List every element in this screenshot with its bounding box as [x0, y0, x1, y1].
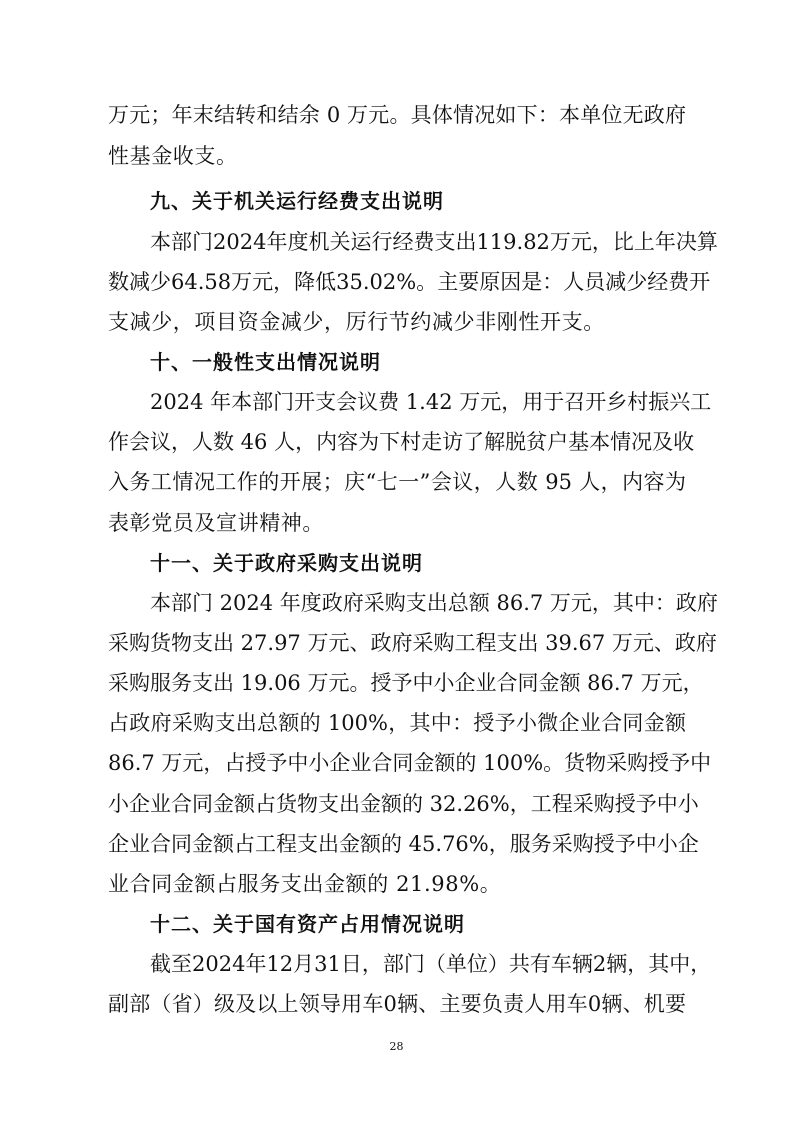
paragraph-line: 采购货物支出 27.97 万元、政府采购工程支出 39.67 万元、政府 [108, 631, 717, 655]
paragraph-line: 支减少，项目资金减少，厉行节约减少非刚性开支。 [108, 310, 605, 334]
paragraph-line: 86.7 万元，占授予中小企业合同金额的 100%。货物采购授予中 [108, 751, 712, 775]
paragraph-line: 小企业合同金额占货物支出金额的 32.26%，工程采购授予中小 [108, 792, 699, 816]
paragraph-line: 入务工情况工作的开展；庆“七一”会议，人数 95 人，内容为 [108, 470, 686, 494]
paragraph-line: 本部门 2024 年度政府采购支出总额 86.7 万元，其中：政府 [150, 591, 718, 615]
page-number: 28 [389, 1040, 404, 1053]
paragraph-line: 本部门2024年度机关运行经费支出119.82万元，比上年决算 [150, 230, 718, 254]
paragraph-line: 2024 年本部门开支会议费 1.42 万元，用于召开乡村振兴工 [150, 390, 712, 414]
paragraph-line: 占政府采购支出总额的 100%，其中：授予小微企业合同金额 [108, 711, 686, 735]
paragraph-line: 数减少64.58万元，降低35.02%。主要原因是：人员减少经费开 [108, 270, 711, 294]
paragraph-line: 业合同金额占服务支出金额的 21.98%。 [108, 872, 502, 896]
paragraph-line: 采购服务支出 19.06 万元。授予中小企业合同金额 86.7 万元， [108, 671, 704, 695]
paragraph-line: 万元；年末结转和结余 0 万元。具体情况如下：本单位无政府 [108, 103, 686, 127]
section-heading-12: 十二、关于国有资产占用情况说明 [150, 912, 465, 936]
paragraph-line: 性基金收支。 [108, 144, 238, 168]
section-heading-11: 十一、关于政府采购支出说明 [150, 551, 423, 575]
paragraph-line: 企业合同金额占工程支出金额的 45.76%，服务采购授予中小企 [108, 832, 699, 856]
paragraph-line: 截至2024年12月31日，部门（单位）共有车辆2辆，其中， [150, 952, 712, 976]
paragraph-line: 副部（省）级及以上领导用车0辆、主要负责人用车0辆、机要 [108, 992, 686, 1016]
paragraph-line: 表彰党员及宣讲精神。 [108, 511, 324, 535]
section-heading-9: 九、关于机关运行经费支出说明 [150, 189, 444, 213]
paragraph-line: 作会议，人数 46 人，内容为下村走访了解脱贫户基本情况及收 [108, 430, 695, 454]
section-heading-10: 十、一般性支出情况说明 [150, 350, 381, 374]
